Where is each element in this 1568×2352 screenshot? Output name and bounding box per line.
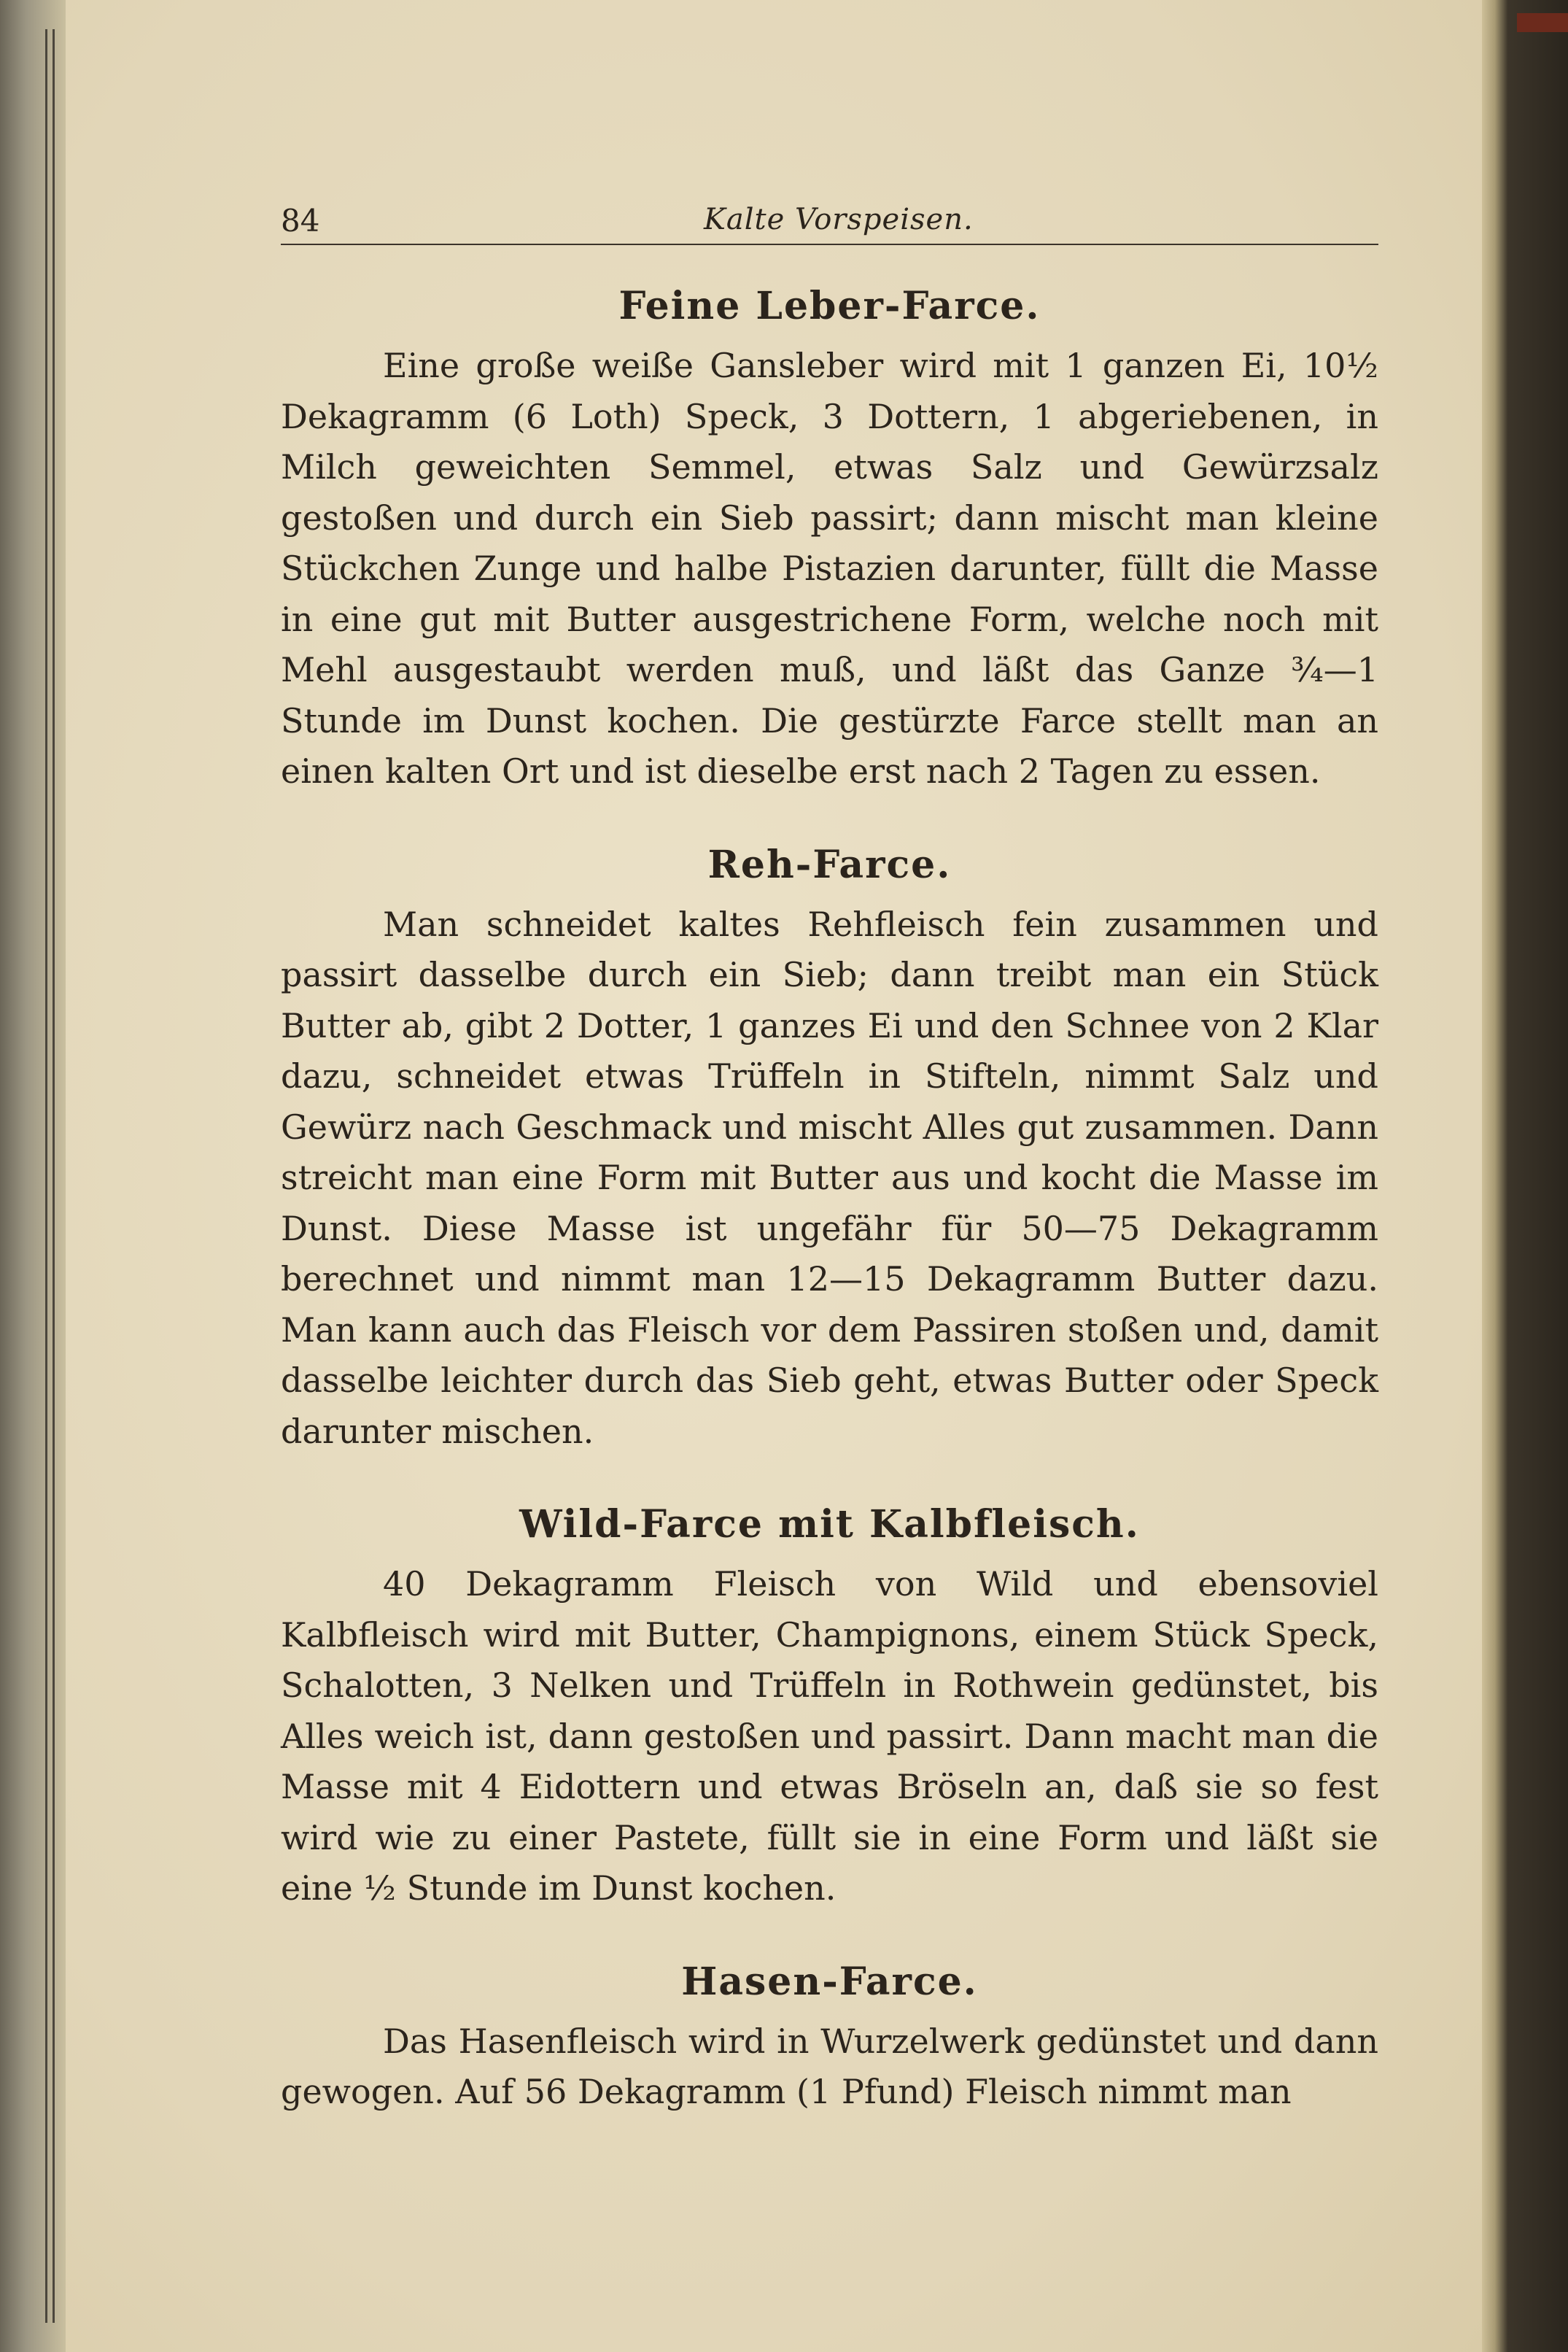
page-header (281, 198, 1378, 245)
facing-page-edge (1482, 0, 1568, 2352)
running-title: Kalte Vorspeisen. (704, 203, 974, 236)
page-body (281, 281, 1378, 2118)
binding-edge-line (45, 29, 47, 2323)
section-heading: Hasen-Farce. (681, 1959, 978, 2004)
section-heading: Reh-Farce. (707, 842, 952, 887)
page-binding-shadow (0, 0, 66, 2352)
recipe-paragraph: 40 Dekagramm Fleisch von Wild und ebensoviel Kalbfleisch wird mit Butter, Champignons, einem Stück Speck, Schalotten, 3 Nelken und Trüffeln in Rothwein gedünstet, bis Alles weich ist, dann gestoßen und passirt. Dann macht man die Masse mit 4 Eidottern und etwas Bröseln an, daß sie so fest wird wie zu einer Pastete, füllt sie in eine Form und läßt sie eine ½ Stunde im Dunst kochen. (281, 1564, 1378, 1908)
page-number: 84 (281, 203, 320, 239)
recipe-paragraph: Eine große weiße Gansleber wird mit 1 ganzen Ei, 10½ Dekagramm (6 Loth) Speck, 3 Dottern, 1 abgeriebenen, in Milch geweichten Semmel, etwas Salz und Gewürzsalz gestoßen und durch ein Sieb passirt; dann mischt man kleine Stückchen Zunge und halbe Pistazien darunter, füllt die Masse in eine gut mit Butter ausgestrichene Form, welche noch mit Mehl ausgestaubt werden muß, und läßt das Ganze ¾—1 Stunde im Dunst kochen. Die gestürzte Farce stellt man an einen kalten Ort und ist dieselbe erst nach 2 Tagen zu essen. (281, 346, 1378, 791)
recipe-paragraph: Man schneidet kaltes Rehfleisch fein zusammen und passirt dasselbe durch ein Sieb; dann treibt man ein Stück Butter ab, gibt 2 Dotter, 1 ganzes Ei und den Schnee von 2 Klar dazu, schneidet etwas Trüffeln in Stifteln, nimmt Salz und Gewürz nach Geschmack und mischt Alles gut zusammen. Dann streicht man eine Form mit Butter aus und kocht die Masse im Dunst. Diese Masse ist ungefähr für 50—75 Dekagramm berechnet und nimmt man 12—15 Dekagramm Butter dazu. Man kann auch das Fleisch vor dem Passiren stoßen und, damit dasselbe leichter durch das Sieb geht, etwas Butter oder Speck darunter mischen. (281, 904, 1378, 1451)
binding-edge-line (53, 29, 55, 2323)
recipe-paragraph: Das Hasenfleisch wird in Wurzelwerk gedünstet und dann gewogen. Auf 56 Dekagramm (1 Pfund) Fleisch nimmt man (281, 2021, 1378, 2111)
corner-marker (1517, 13, 1568, 32)
section-heading: Feine Leber-Farce. (618, 284, 1041, 328)
section-heading: Wild-Farce mit Kalbfleisch. (519, 1502, 1140, 1547)
